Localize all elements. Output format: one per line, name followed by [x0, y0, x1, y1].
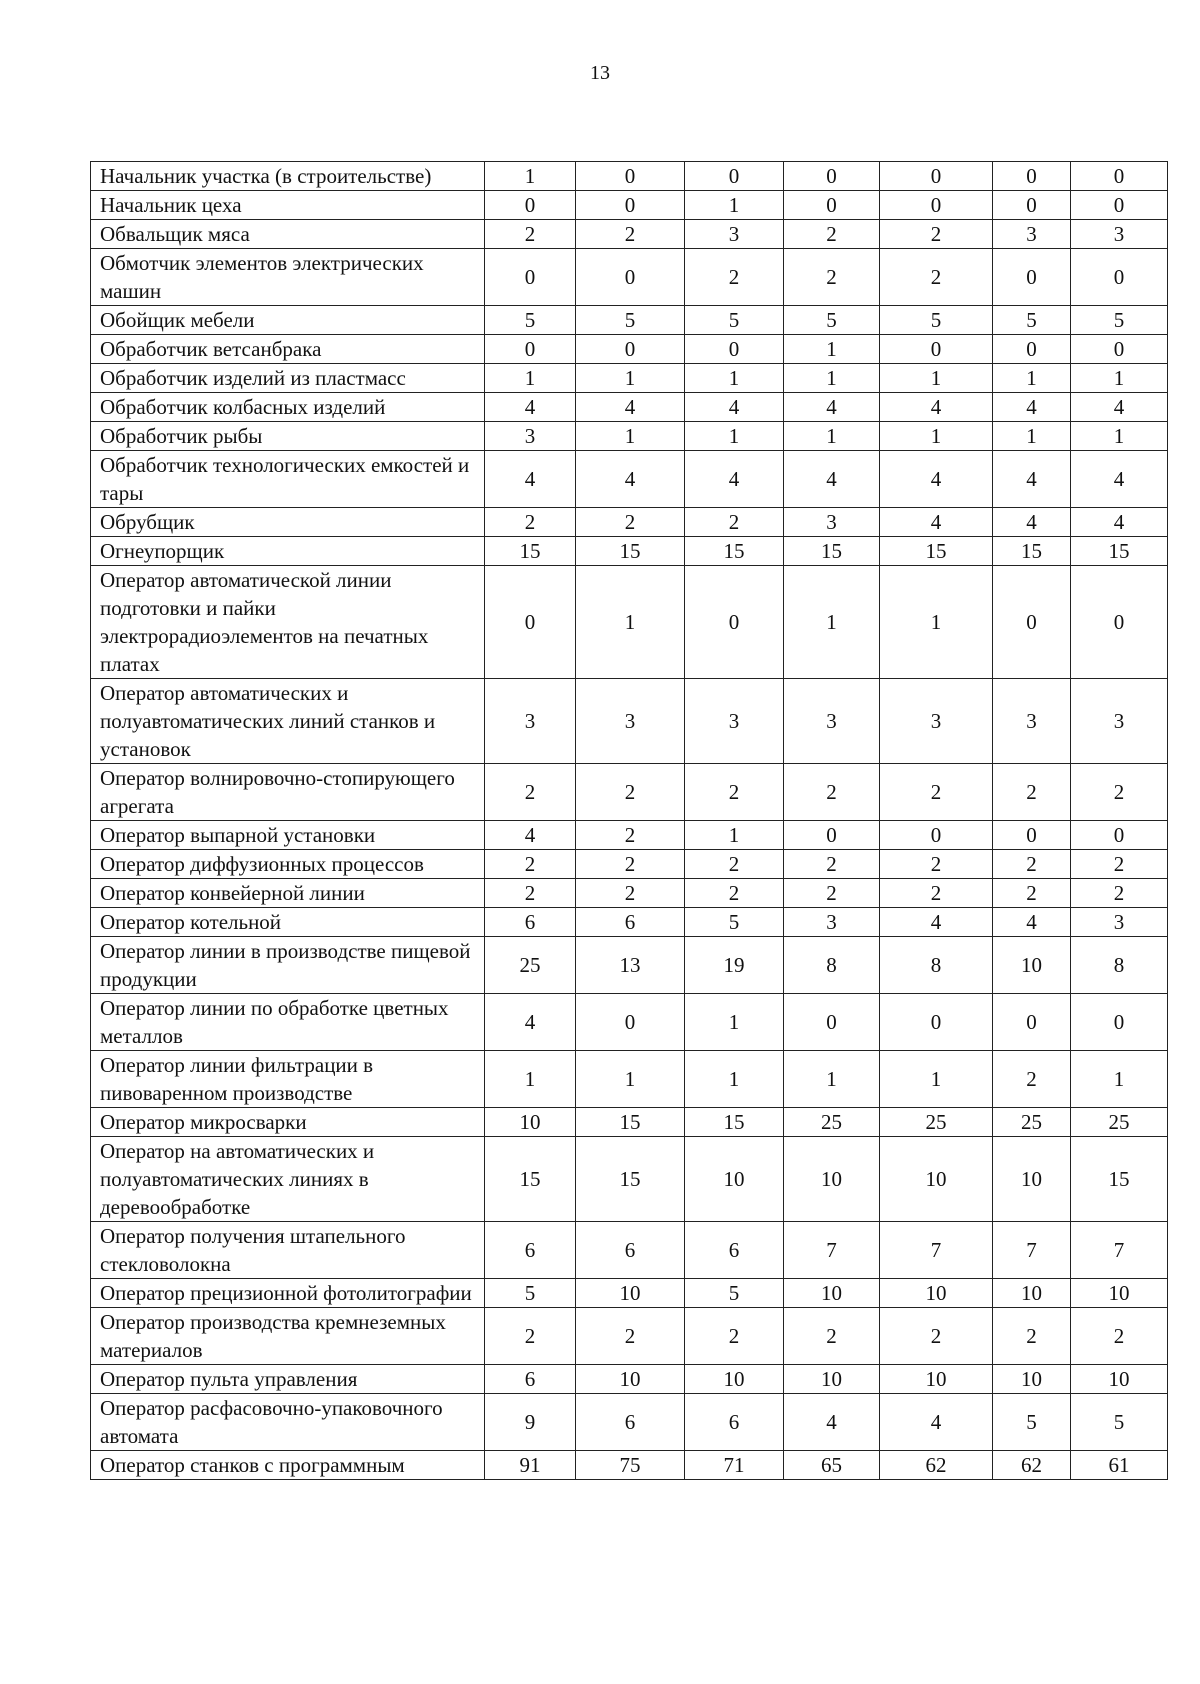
- value-cell: 0: [880, 821, 993, 850]
- row-name-cell: Оператор производства кремнеземных материалов: [91, 1308, 485, 1365]
- value-cell: 10: [993, 1279, 1071, 1308]
- table-row: [91, 191, 1168, 220]
- value-cell: 4: [880, 393, 993, 422]
- value-cell: 1: [576, 422, 685, 451]
- value-cell: 5: [1071, 306, 1168, 335]
- value-cell: 1: [1071, 364, 1168, 393]
- value-cell: 2: [880, 220, 993, 249]
- value-cell: 2: [576, 850, 685, 879]
- value-cell: 2: [485, 1308, 576, 1365]
- value-cell: 10: [993, 937, 1071, 994]
- value-cell: 25: [993, 1108, 1071, 1137]
- table-row: [91, 162, 1168, 191]
- value-cell: 91: [485, 1451, 576, 1480]
- row-name-cell: Оператор прецизионной фотолитографии: [91, 1279, 485, 1308]
- row-name-cell: Начальник участка (в строительстве): [91, 162, 485, 191]
- value-cell: 1: [576, 364, 685, 393]
- value-cell: 5: [993, 306, 1071, 335]
- value-cell: 75: [576, 1451, 685, 1480]
- value-cell: 2: [784, 764, 880, 821]
- value-cell: 10: [1071, 1279, 1168, 1308]
- value-cell: 0: [880, 191, 993, 220]
- table-row: [91, 451, 1168, 508]
- value-cell: 2: [880, 1308, 993, 1365]
- value-cell: 2: [993, 850, 1071, 879]
- value-cell: 0: [685, 566, 784, 679]
- row-name-cell: Обмотчик элементов электрических машин: [91, 249, 485, 306]
- table-row: [91, 879, 1168, 908]
- value-cell: 10: [784, 1279, 880, 1308]
- value-cell: 0: [685, 162, 784, 191]
- value-cell: 7: [784, 1222, 880, 1279]
- value-cell: 5: [1071, 1394, 1168, 1451]
- value-cell: 10: [685, 1365, 784, 1394]
- value-cell: 3: [485, 679, 576, 764]
- value-cell: 65: [784, 1451, 880, 1480]
- table-row: [91, 1308, 1168, 1365]
- row-name-cell: Оператор расфасовочно-упаковочного автомата: [91, 1394, 485, 1451]
- value-cell: 4: [993, 508, 1071, 537]
- table-row: [91, 335, 1168, 364]
- value-cell: 2: [576, 1308, 685, 1365]
- value-cell: 15: [576, 1108, 685, 1137]
- value-cell: 2: [485, 850, 576, 879]
- table-row: [91, 1451, 1168, 1480]
- value-cell: 0: [485, 191, 576, 220]
- table-row: [91, 393, 1168, 422]
- value-cell: 71: [685, 1451, 784, 1480]
- value-cell: 8: [1071, 937, 1168, 994]
- value-cell: 4: [784, 393, 880, 422]
- value-cell: 2: [880, 764, 993, 821]
- value-cell: 0: [685, 335, 784, 364]
- row-name-cell: Оператор станков с программным: [91, 1451, 485, 1480]
- value-cell: 6: [485, 1365, 576, 1394]
- value-cell: 15: [685, 537, 784, 566]
- value-cell: 2: [485, 220, 576, 249]
- value-cell: 2: [576, 764, 685, 821]
- value-cell: 15: [784, 537, 880, 566]
- value-cell: 4: [685, 393, 784, 422]
- value-cell: 4: [880, 908, 993, 937]
- value-cell: 0: [993, 566, 1071, 679]
- row-name-cell: Оператор линии фильтрации в пивоваренном производстве: [91, 1051, 485, 1108]
- value-cell: 1: [485, 1051, 576, 1108]
- value-cell: 10: [880, 1279, 993, 1308]
- value-cell: 10: [880, 1365, 993, 1394]
- value-cell: 4: [576, 451, 685, 508]
- value-cell: 15: [576, 537, 685, 566]
- value-cell: 0: [1071, 335, 1168, 364]
- value-cell: 1: [685, 821, 784, 850]
- value-cell: 3: [784, 908, 880, 937]
- value-cell: 6: [685, 1222, 784, 1279]
- table-row: [91, 764, 1168, 821]
- value-cell: 1: [685, 994, 784, 1051]
- value-cell: 2: [685, 1308, 784, 1365]
- value-cell: 2: [485, 879, 576, 908]
- value-cell: 4: [576, 393, 685, 422]
- value-cell: 1: [784, 1051, 880, 1108]
- value-cell: 2: [576, 220, 685, 249]
- value-cell: 0: [1071, 821, 1168, 850]
- value-cell: 6: [485, 1222, 576, 1279]
- row-name-cell: Обработчик ветсанбрака: [91, 335, 485, 364]
- value-cell: 10: [576, 1365, 685, 1394]
- row-name-cell: Оператор волнировочно-стопирующего агрегата: [91, 764, 485, 821]
- value-cell: 15: [1071, 537, 1168, 566]
- value-cell: 7: [1071, 1222, 1168, 1279]
- value-cell: 2: [880, 879, 993, 908]
- value-cell: 0: [784, 162, 880, 191]
- value-cell: 4: [880, 508, 993, 537]
- row-name-cell: Оператор линии по обработке цветных металлов: [91, 994, 485, 1051]
- value-cell: 2: [576, 879, 685, 908]
- table-row: [91, 821, 1168, 850]
- value-cell: 0: [576, 335, 685, 364]
- value-cell: 5: [485, 1279, 576, 1308]
- value-cell: 5: [993, 1394, 1071, 1451]
- value-cell: 3: [784, 508, 880, 537]
- value-cell: 0: [880, 335, 993, 364]
- value-cell: 0: [1071, 249, 1168, 306]
- table-body: [91, 162, 1168, 1480]
- row-name-cell: Обработчик рыбы: [91, 422, 485, 451]
- value-cell: 1: [1071, 1051, 1168, 1108]
- value-cell: 2: [993, 1051, 1071, 1108]
- value-cell: 3: [784, 679, 880, 764]
- value-cell: 0: [1071, 191, 1168, 220]
- value-cell: 7: [880, 1222, 993, 1279]
- value-cell: 2: [880, 249, 993, 306]
- value-cell: 0: [784, 821, 880, 850]
- value-cell: 2: [576, 508, 685, 537]
- table-row: [91, 306, 1168, 335]
- value-cell: 5: [485, 306, 576, 335]
- value-cell: 2: [784, 1308, 880, 1365]
- value-cell: 0: [993, 821, 1071, 850]
- value-cell: 2: [784, 220, 880, 249]
- table-row: [91, 508, 1168, 537]
- value-cell: 15: [485, 1137, 576, 1222]
- value-cell: 0: [1071, 566, 1168, 679]
- value-cell: 13: [576, 937, 685, 994]
- value-cell: 6: [576, 908, 685, 937]
- value-cell: 3: [1071, 908, 1168, 937]
- value-cell: 1: [880, 1051, 993, 1108]
- row-name-cell: Обработчик изделий из пластмасс: [91, 364, 485, 393]
- row-name-cell: Оператор на автоматических и полуавтоматических линиях в деревообработке: [91, 1137, 485, 1222]
- value-cell: 4: [784, 1394, 880, 1451]
- value-cell: 0: [1071, 994, 1168, 1051]
- row-name-cell: Обработчик технологических емкостей и тары: [91, 451, 485, 508]
- value-cell: 2: [1071, 1308, 1168, 1365]
- value-cell: 10: [784, 1137, 880, 1222]
- value-cell: 0: [576, 249, 685, 306]
- value-cell: 15: [485, 537, 576, 566]
- table-row: [91, 1051, 1168, 1108]
- value-cell: 7: [993, 1222, 1071, 1279]
- value-cell: 2: [685, 879, 784, 908]
- value-cell: 4: [993, 908, 1071, 937]
- row-name-cell: Обработчик колбасных изделий: [91, 393, 485, 422]
- value-cell: 4: [685, 451, 784, 508]
- table-row: [91, 1365, 1168, 1394]
- value-cell: 15: [1071, 1137, 1168, 1222]
- value-cell: 10: [993, 1365, 1071, 1394]
- value-cell: 4: [993, 451, 1071, 508]
- value-cell: 1: [784, 422, 880, 451]
- value-cell: 10: [1071, 1365, 1168, 1394]
- value-cell: 0: [784, 191, 880, 220]
- value-cell: 1: [576, 1051, 685, 1108]
- value-cell: 3: [1071, 679, 1168, 764]
- value-cell: 10: [993, 1137, 1071, 1222]
- value-cell: 1: [993, 422, 1071, 451]
- value-cell: 62: [993, 1451, 1071, 1480]
- value-cell: 4: [1071, 393, 1168, 422]
- value-cell: 1: [685, 191, 784, 220]
- value-cell: 25: [880, 1108, 993, 1137]
- value-cell: 5: [685, 306, 784, 335]
- row-name-cell: Оператор линии в производстве пищевой продукции: [91, 937, 485, 994]
- value-cell: 1: [880, 422, 993, 451]
- value-cell: 0: [576, 162, 685, 191]
- page-number: 13: [590, 62, 610, 84]
- value-cell: 6: [485, 908, 576, 937]
- value-cell: 2: [784, 850, 880, 879]
- value-cell: 2: [685, 508, 784, 537]
- value-cell: 4: [485, 451, 576, 508]
- value-cell: 15: [993, 537, 1071, 566]
- value-cell: 1: [880, 364, 993, 393]
- value-cell: 2: [685, 249, 784, 306]
- table-row: [91, 1108, 1168, 1137]
- row-name-cell: Оператор автоматической линии подготовки и пайки электрорадиоэлементов на печатных платах: [91, 566, 485, 679]
- value-cell: 25: [784, 1108, 880, 1137]
- value-cell: 10: [880, 1137, 993, 1222]
- value-cell: 5: [576, 306, 685, 335]
- value-cell: 62: [880, 1451, 993, 1480]
- row-name-cell: Обойщик мебели: [91, 306, 485, 335]
- value-cell: 10: [685, 1137, 784, 1222]
- value-cell: 4: [880, 451, 993, 508]
- row-name-cell: Начальник цеха: [91, 191, 485, 220]
- value-cell: 15: [685, 1108, 784, 1137]
- row-name-cell: Оператор котельной: [91, 908, 485, 937]
- value-cell: 5: [784, 306, 880, 335]
- row-name-cell: Обрубщик: [91, 508, 485, 537]
- table-row: [91, 1222, 1168, 1279]
- value-cell: 1: [1071, 422, 1168, 451]
- value-cell: 2: [784, 879, 880, 908]
- value-cell: 0: [993, 994, 1071, 1051]
- value-cell: 0: [1071, 162, 1168, 191]
- table-row: [91, 422, 1168, 451]
- value-cell: 1: [784, 566, 880, 679]
- value-cell: 2: [1071, 879, 1168, 908]
- table-row: [91, 249, 1168, 306]
- table-row: [91, 937, 1168, 994]
- row-name-cell: Оператор микросварки: [91, 1108, 485, 1137]
- value-cell: 0: [485, 335, 576, 364]
- value-cell: 15: [880, 537, 993, 566]
- table-row: [91, 994, 1168, 1051]
- value-cell: 3: [993, 220, 1071, 249]
- value-cell: 1: [784, 335, 880, 364]
- value-cell: 4: [485, 821, 576, 850]
- value-cell: 0: [485, 566, 576, 679]
- row-name-cell: Огнеупорщик: [91, 537, 485, 566]
- value-cell: 0: [993, 191, 1071, 220]
- value-cell: 4: [1071, 508, 1168, 537]
- value-cell: 6: [576, 1394, 685, 1451]
- value-cell: 1: [685, 422, 784, 451]
- value-cell: 0: [485, 249, 576, 306]
- row-name-cell: Оператор конвейерной линии: [91, 879, 485, 908]
- row-name-cell: Оператор пульта управления: [91, 1365, 485, 1394]
- value-cell: 1: [485, 364, 576, 393]
- value-cell: 10: [784, 1365, 880, 1394]
- value-cell: 2: [1071, 764, 1168, 821]
- value-cell: 2: [993, 879, 1071, 908]
- value-cell: 2: [1071, 850, 1168, 879]
- value-cell: 0: [993, 335, 1071, 364]
- value-cell: 5: [685, 908, 784, 937]
- value-cell: 2: [784, 249, 880, 306]
- value-cell: 4: [880, 1394, 993, 1451]
- value-cell: 1: [685, 364, 784, 393]
- row-name-cell: Оператор диффузионных процессов: [91, 850, 485, 879]
- value-cell: 1: [485, 162, 576, 191]
- value-cell: 1: [880, 566, 993, 679]
- value-cell: 3: [993, 679, 1071, 764]
- value-cell: 0: [784, 994, 880, 1051]
- value-cell: 0: [993, 249, 1071, 306]
- row-name-cell: Оператор получения штапельного стекловолокна: [91, 1222, 485, 1279]
- value-cell: 2: [685, 850, 784, 879]
- table-row: [91, 1137, 1168, 1222]
- value-cell: 3: [880, 679, 993, 764]
- table-row: [91, 850, 1168, 879]
- value-cell: 25: [485, 937, 576, 994]
- value-cell: 10: [576, 1279, 685, 1308]
- row-name-cell: Обвальщик мяса: [91, 220, 485, 249]
- value-cell: 61: [1071, 1451, 1168, 1480]
- table-row: [91, 1394, 1168, 1451]
- value-cell: 2: [685, 764, 784, 821]
- row-name-cell: Оператор выпарной установки: [91, 821, 485, 850]
- value-cell: 0: [880, 162, 993, 191]
- value-cell: 15: [576, 1137, 685, 1222]
- table-row: [91, 566, 1168, 679]
- value-cell: 5: [880, 306, 993, 335]
- value-cell: 8: [784, 937, 880, 994]
- value-cell: 2: [485, 508, 576, 537]
- value-cell: 25: [1071, 1108, 1168, 1137]
- table-row: [91, 364, 1168, 393]
- value-cell: 19: [685, 937, 784, 994]
- value-cell: 3: [685, 220, 784, 249]
- value-cell: 6: [576, 1222, 685, 1279]
- value-cell: 4: [485, 393, 576, 422]
- value-cell: 2: [993, 1308, 1071, 1365]
- value-cell: 2: [485, 764, 576, 821]
- value-cell: 3: [485, 422, 576, 451]
- value-cell: 4: [784, 451, 880, 508]
- row-name-cell: Оператор автоматических и полуавтоматических линий станков и установок: [91, 679, 485, 764]
- value-cell: 4: [993, 393, 1071, 422]
- value-cell: 4: [1071, 451, 1168, 508]
- value-cell: 4: [485, 994, 576, 1051]
- value-cell: 1: [685, 1051, 784, 1108]
- value-cell: 0: [880, 994, 993, 1051]
- data-table: [90, 161, 1168, 1480]
- value-cell: 3: [1071, 220, 1168, 249]
- table-row: [91, 220, 1168, 249]
- table-row: [91, 679, 1168, 764]
- value-cell: 1: [784, 364, 880, 393]
- value-cell: 1: [576, 566, 685, 679]
- value-cell: 10: [485, 1108, 576, 1137]
- value-cell: 3: [576, 679, 685, 764]
- value-cell: 1: [993, 364, 1071, 393]
- value-cell: 2: [576, 821, 685, 850]
- value-cell: 9: [485, 1394, 576, 1451]
- table-row: [91, 1279, 1168, 1308]
- table-row: [91, 908, 1168, 937]
- value-cell: 6: [685, 1394, 784, 1451]
- value-cell: 0: [576, 191, 685, 220]
- value-cell: 2: [993, 764, 1071, 821]
- value-cell: 5: [685, 1279, 784, 1308]
- value-cell: 0: [576, 994, 685, 1051]
- table-row: [91, 537, 1168, 566]
- value-cell: 3: [685, 679, 784, 764]
- value-cell: 2: [880, 850, 993, 879]
- value-cell: 8: [880, 937, 993, 994]
- value-cell: 0: [993, 162, 1071, 191]
